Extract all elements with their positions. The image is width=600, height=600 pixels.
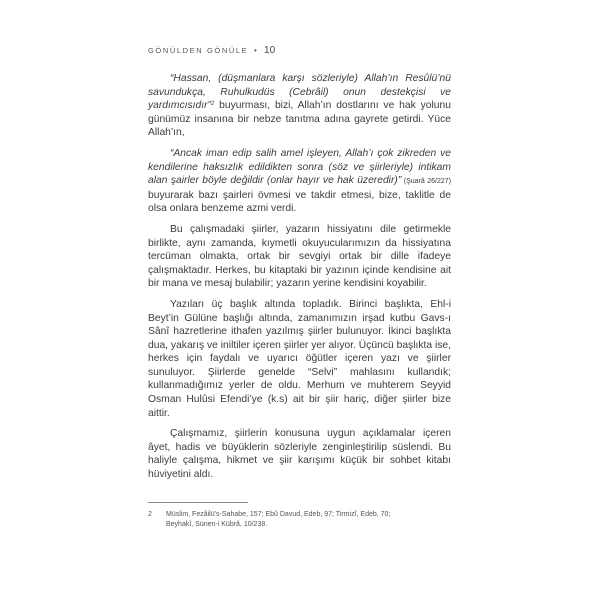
paragraph-3: Bu çalışmadaki şiirler, yazarın hissiyatını dile getirmekle birlikte, aynı zamanda, kıymetli okuyucularımızın da hissiyatına tercüman olmakta, ortak bir sevgiyi ortak bir dille ifadeye çalışmaktadır. Herkes, bu kitaptaki bir yazının içinde kendisine ait bir mana ve mesaj bulabilir; yazarın yerine kendisini koyabilir. bbox=[148, 223, 451, 290]
footnote-line-2: Beyhakî, Sünen-i Kübrâ, 10/238. bbox=[166, 521, 268, 528]
paragraph-1-text: buyurması, bizi, Allah’ın dostlarını ve hak yolunu günümüz insanına bir nebze tanıtma adına gayrete getirdi. Yüce Allah’ın, bbox=[148, 100, 451, 139]
book-title: GÖNÜLDEN GÖNÜLE bbox=[148, 46, 249, 55]
paragraph-2-text: buyurarak bazı şairleri övmesi ve takdir etmesi, bize, taklitle de olsa onlara benzeme azmi verdi. bbox=[148, 189, 451, 215]
footnote-number: 2 bbox=[148, 511, 152, 518]
footnote-line-1: Müslim, Fezâilü’s-Sahabe, 157; Ebû Davud, Edeb, 97; Tirmizî, Edeb, 70; bbox=[166, 511, 391, 518]
verse-citation: (Şuarâ 26/227) bbox=[401, 178, 451, 186]
footnote bbox=[148, 510, 451, 530]
body-text bbox=[148, 72, 451, 489]
separator-bullet: • bbox=[253, 46, 259, 55]
hadith-quote: “Hassan, (düşmanlara karşı sözleriyle) Allah’ın Resûlü’nü savundukça, Ruhulkudüs (Cebrâil) onun destekçisi ve yardımcısıdır” bbox=[148, 73, 451, 112]
paragraph-4: Yazıları üç başlık altında topladık. Birinci başlıkta, Ehl-i Beyt’in Gülüne başlığı altında, zamanımızın irşad kutbu Gavs-ı Sânî hazretlerine ithafen yazılmış şiirler bulunuyor. İkinci başlıkta dua, yakarış ve iniltiler içeren şiirler yer alıyor. Üçüncü başlıkta ise, herkes için faydalı ve uyarıcı öğütler içeren yazı ve şiirler sunuluyor. Şiirlerde genelde “Selvi” mahlasını kullandık; kullanmadığımız yerler de oldu. Merhum ve muhterem Seyyid Osman Hulûsi Efendi’ye (k.s) ait bir şiir hariç, diğer şiirler bize aittir. bbox=[148, 298, 451, 419]
paragraph-5: Çalışmamız, şiirlerin konusuna uygun açıklamalar içeren âyet, hadis ve büyüklerin sözleriyle zenginleştirilip süslendi. Bu haliyle çalışma, hikmet ve şiir karışımı küçük bir sohbet kitabı hüviyetini aldı. bbox=[148, 428, 451, 481]
paragraph-2 bbox=[148, 147, 451, 216]
running-head bbox=[148, 45, 275, 56]
footnote-reference: 2 bbox=[210, 101, 215, 108]
verse-quote: “Ancak iman edip salih amel işleyen, Allah’ı çok zikreden ve kendilerine haksızlık edildikten sonra (söz ve şiirleriyle) intikam alan şairler böyle değildir (onlar hayır ve hak üzeredir)” bbox=[148, 147, 451, 187]
paragraph-1 bbox=[148, 72, 451, 140]
footnote-divider bbox=[148, 502, 248, 503]
page-number: 10 bbox=[264, 45, 276, 56]
